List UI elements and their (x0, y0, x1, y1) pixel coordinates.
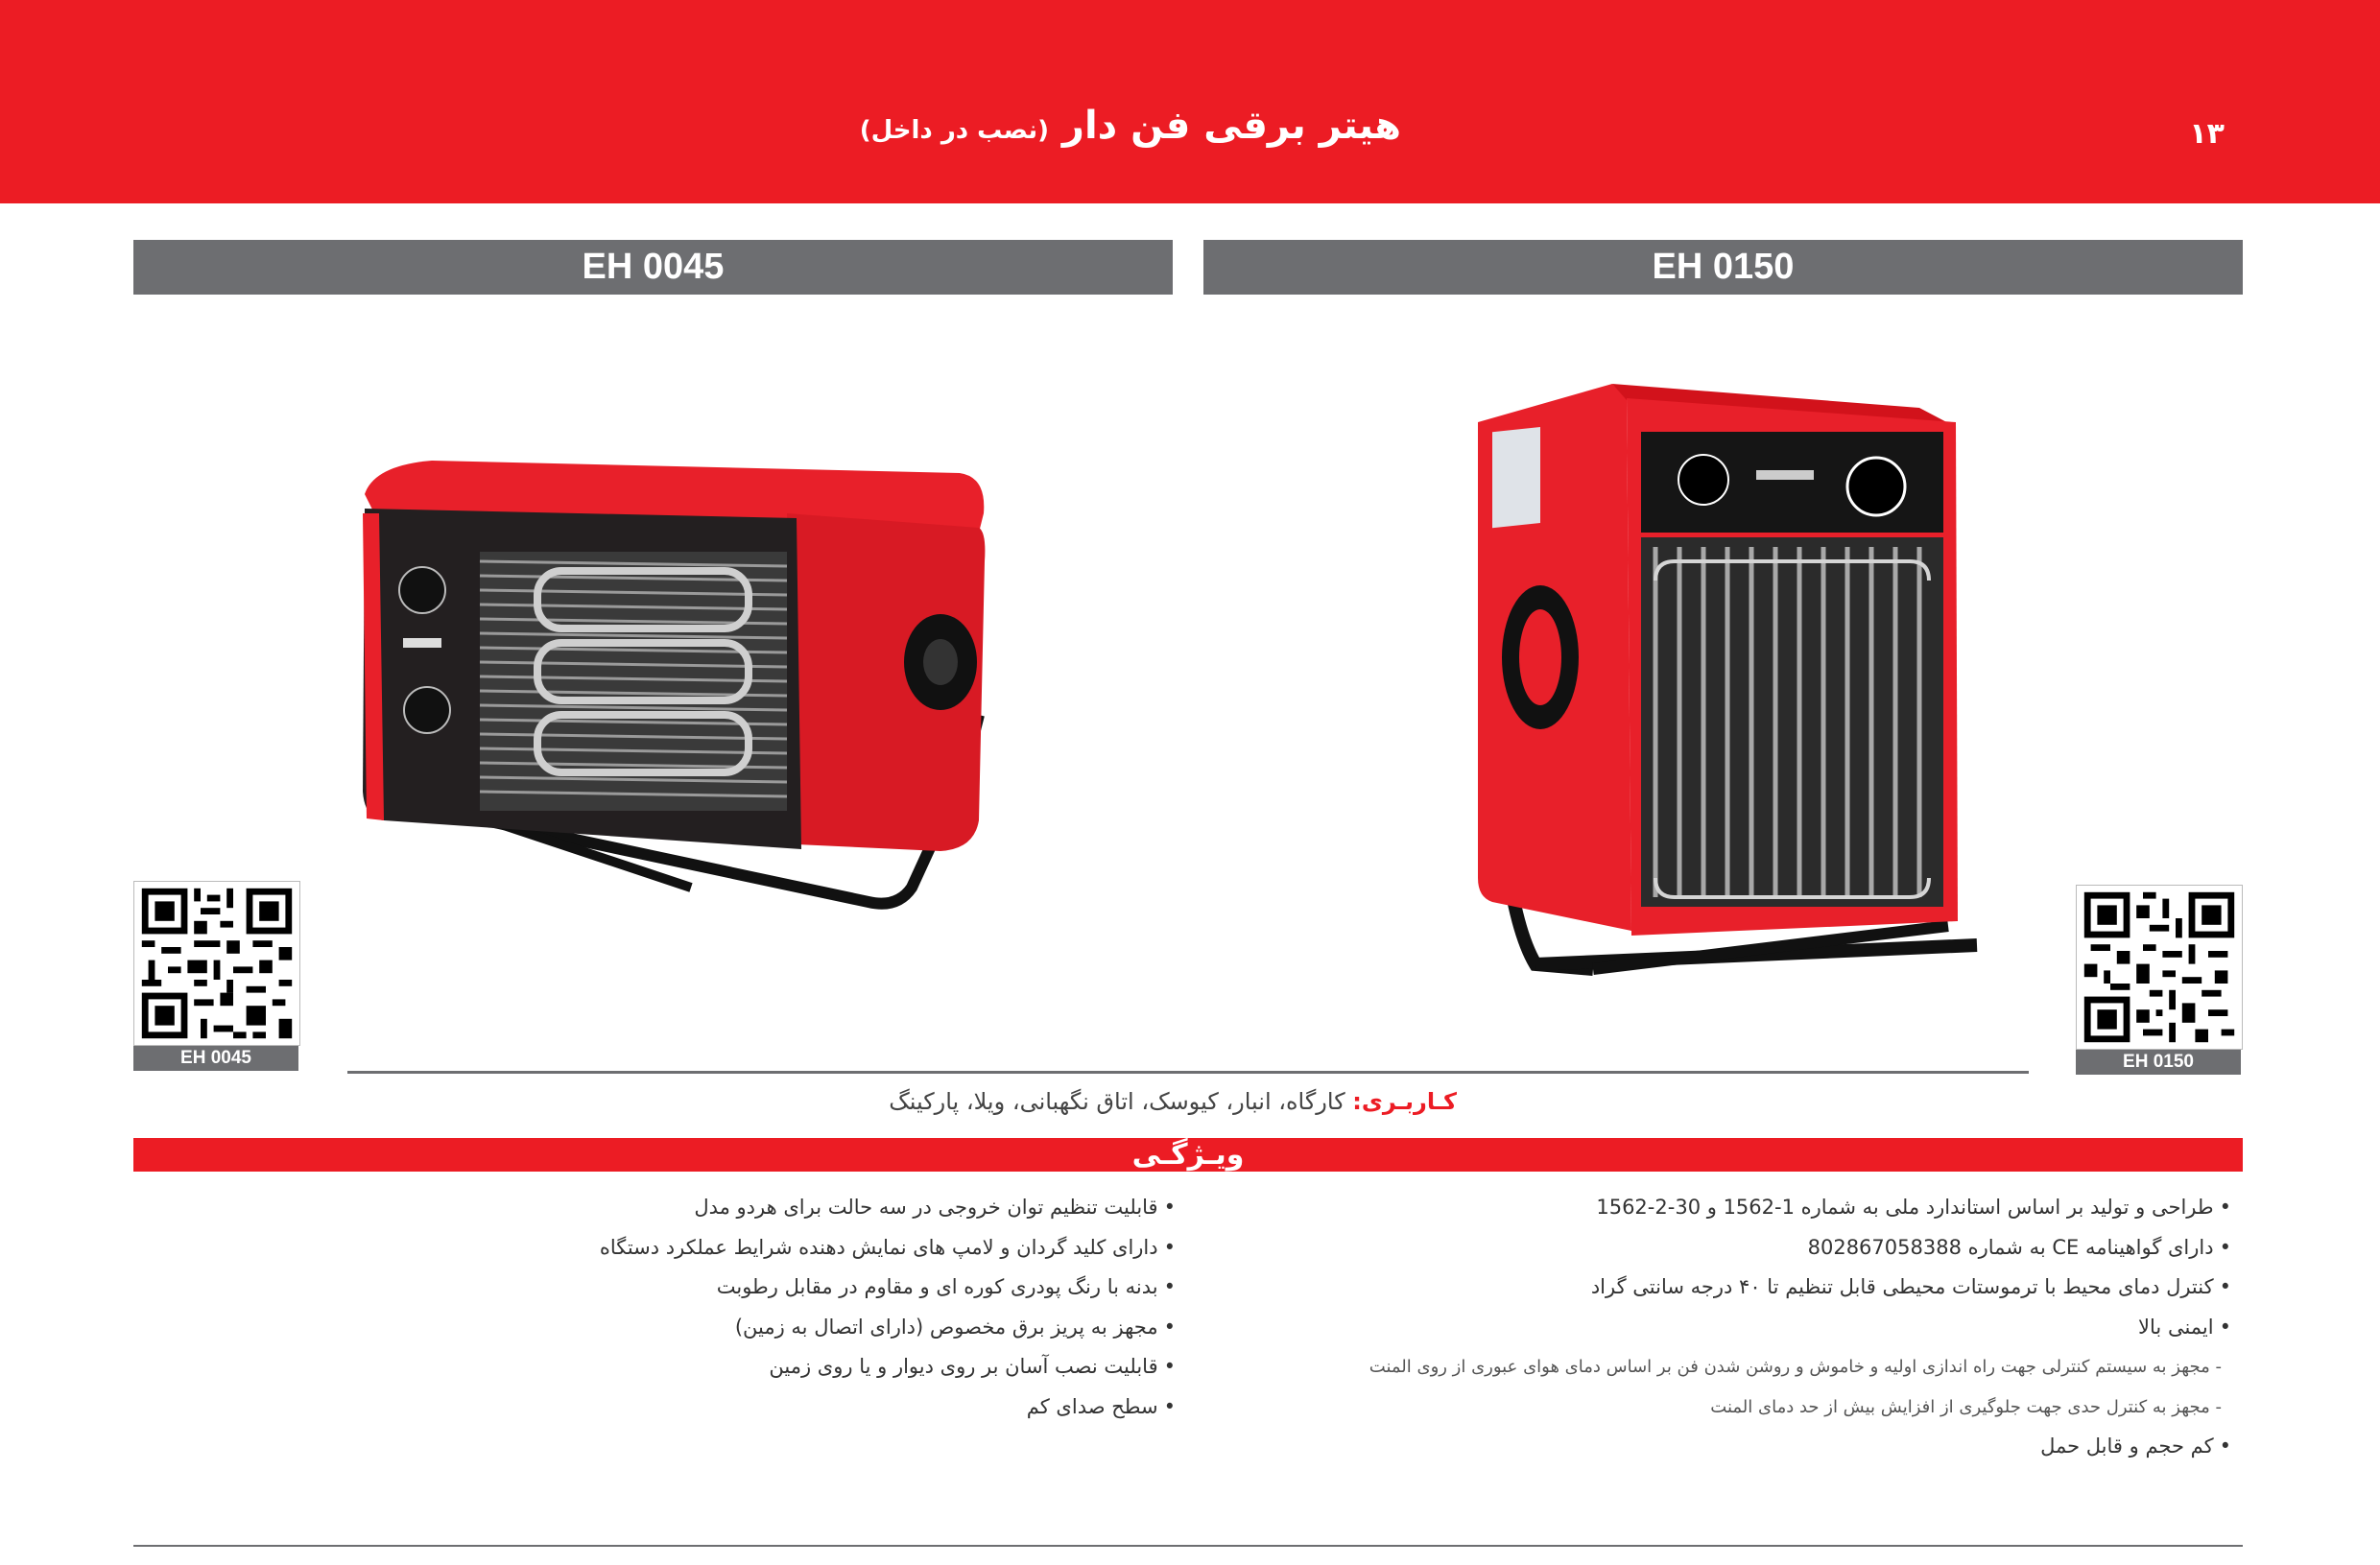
qr-pattern-right (2077, 886, 2242, 1049)
feature-item: •کنترل دمای محیط با ترموستات محیطی قابل تنظیم تا ۴۰ درجه سانتی گراد (1590, 1275, 2231, 1298)
qr-label-eh0045: EH 0045 (133, 1046, 298, 1071)
page-title-sub: (نصب در داخل) (859, 116, 1049, 145)
usage-line (889, 1088, 1457, 1115)
qr-code-eh0150[interactable] (2076, 885, 2243, 1075)
features-list-right (1272, 1188, 2231, 1467)
qr-code-image (2076, 885, 2243, 1050)
usage-label: کـاربـری: (1352, 1088, 1457, 1115)
feature-item: •قابلیت تنظیم توان خروجی در سه حالت برای هردو مدل (694, 1196, 1176, 1219)
model-bar-eh0045: EH 0045 (133, 240, 1173, 295)
usage-text: کارگاه، انبار، کیوسک، اتاق نگهبانی، ویلا، پارکینگ (889, 1088, 1345, 1115)
features-heading: ویـژگـی (133, 1138, 2243, 1172)
qr-pattern-left (134, 882, 299, 1045)
feature-subitem: - مجهز به سیستم کنترلی جهت راه اندازی اولیه و خاموش و روشن شدن فن بر اساس دمای هوای عبوری از روی المنت (1368, 1357, 2222, 1377)
qr-label-eh0150: EH 0150 (2076, 1050, 2241, 1075)
feature-item: •قابلیت نصب آسان بر روی دیوار و یا روی زمین (769, 1355, 1176, 1378)
feature-item: •مجهز به پریز برق مخصوص (دارای اتصال به زمین) (734, 1315, 1176, 1339)
feature-item: •کم حجم و قابل حمل (2040, 1435, 2231, 1458)
qr-code-eh0045[interactable] (133, 881, 300, 1071)
footer-divider (133, 1545, 2243, 1547)
page-title (860, 104, 1401, 148)
features-list-left (216, 1188, 1176, 1427)
feature-item: •دارای گواهینامه CE به شماره 802867058388 (1807, 1235, 2231, 1259)
page-number: ۱۳ (2189, 117, 2225, 151)
feature-item: •سطح صدای کم (1026, 1394, 1176, 1418)
heater-eh0045-image (345, 437, 998, 926)
page-title-main: هیتر برقی فن دار (1061, 104, 1401, 148)
feature-item: •دارای کلید گردان و لامپ های نمایش دهنده شرایط عملکرد دستگاه (599, 1235, 1176, 1259)
model-bar-eh0150: EH 0150 (1203, 240, 2243, 295)
qr-code-image (133, 881, 300, 1046)
feature-item: •ایمنی بالا (2138, 1315, 2231, 1339)
feature-item: •بدنه با رنگ پودری کوره ای و مقاوم در مقابل رطوبت (716, 1275, 1176, 1298)
feature-subitem: - مجهز به کنترل حدی جهت جلوگیری از افزایش بیش از حد دمای المنت (1710, 1396, 2222, 1417)
heater-eh0150-image (1449, 379, 1987, 993)
header-band (0, 0, 2380, 203)
section-divider (347, 1071, 2029, 1074)
feature-item: •طراحی و تولید بر اساس استاندارد ملی به شماره 1-1562 و 30-2-1562 (1596, 1196, 2231, 1219)
